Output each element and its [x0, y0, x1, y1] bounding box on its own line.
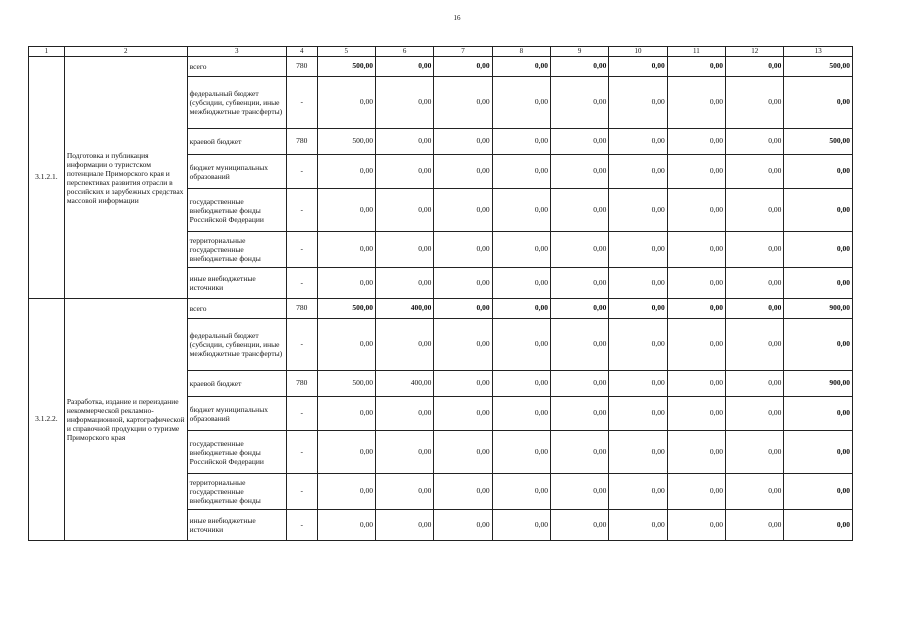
total-value: 0,00 — [784, 77, 853, 129]
year-value: 0,00 — [667, 189, 725, 232]
page-number: 16 — [453, 14, 461, 22]
year-value: 0,00 — [726, 474, 784, 510]
table-row — [29, 57, 853, 77]
budget-code: 780 — [286, 57, 317, 77]
column-number: 1 — [29, 47, 65, 57]
year-value: 0,00 — [609, 129, 667, 155]
year-value: 0,00 — [726, 371, 784, 397]
total-value: 900,00 — [784, 299, 853, 319]
year-value: 0,00 — [726, 319, 784, 371]
year-value: 0,00 — [726, 431, 784, 474]
year-value: 0,00 — [551, 232, 609, 268]
year-value: 0,00 — [609, 510, 667, 541]
year-value: 0,00 — [317, 268, 375, 299]
item-index: 3.1.2.1. — [29, 57, 65, 299]
total-value: 0,00 — [784, 431, 853, 474]
year-value: 0,00 — [434, 129, 492, 155]
year-value: 0,00 — [375, 510, 433, 541]
year-value: 0,00 — [317, 155, 375, 189]
total-value: 0,00 — [784, 155, 853, 189]
funding-source: всего — [187, 299, 286, 319]
year-value: 0,00 — [375, 268, 433, 299]
item-title: Разработка, издание и переиздание некоммерческой рекламно-информационной, картографической и справочной продукции о туризме Приморского края — [64, 299, 187, 541]
year-value: 0,00 — [551, 189, 609, 232]
year-value: 0,00 — [434, 155, 492, 189]
total-value: 0,00 — [784, 268, 853, 299]
year-value: 0,00 — [609, 299, 667, 319]
budget-code: - — [286, 189, 317, 232]
year-value: 0,00 — [551, 319, 609, 371]
budget-code: - — [286, 232, 317, 268]
budget-code: 780 — [286, 129, 317, 155]
year-value: 0,00 — [726, 510, 784, 541]
total-value: 0,00 — [784, 319, 853, 371]
year-value: 0,00 — [609, 155, 667, 189]
column-number: 11 — [667, 47, 725, 57]
year-value: 0,00 — [434, 397, 492, 431]
budget-code: - — [286, 77, 317, 129]
year-value: 0,00 — [609, 189, 667, 232]
year-value: 0,00 — [375, 57, 433, 77]
year-value: 0,00 — [667, 510, 725, 541]
budget-code: 780 — [286, 371, 317, 397]
year-value: 0,00 — [434, 299, 492, 319]
year-value: 0,00 — [609, 232, 667, 268]
budget-code: - — [286, 431, 317, 474]
total-value: 0,00 — [784, 510, 853, 541]
year-value: 0,00 — [551, 57, 609, 77]
year-value: 500,00 — [317, 57, 375, 77]
year-value: 0,00 — [667, 155, 725, 189]
funding-source: всего — [187, 57, 286, 77]
item-index: 3.1.2.2. — [29, 299, 65, 541]
year-value: 0,00 — [375, 189, 433, 232]
year-value: 0,00 — [375, 431, 433, 474]
funding-source: бюджет муниципальных образований — [187, 155, 286, 189]
funding-source: государственные внебюджетные фонды Российской Федерации — [187, 431, 286, 474]
column-number: 4 — [286, 47, 317, 57]
year-value: 0,00 — [667, 299, 725, 319]
year-value: 0,00 — [726, 232, 784, 268]
column-number: 6 — [375, 47, 433, 57]
funding-source: территориальные государственные внебюджетные фонды — [187, 232, 286, 268]
year-value: 0,00 — [317, 510, 375, 541]
funding-source: государственные внебюджетные фонды Российской Федерации — [187, 189, 286, 232]
column-number: 9 — [551, 47, 609, 57]
column-number: 13 — [784, 47, 853, 57]
year-value: 0,00 — [492, 232, 550, 268]
column-number: 7 — [434, 47, 492, 57]
year-value: 0,00 — [375, 319, 433, 371]
year-value: 0,00 — [317, 232, 375, 268]
year-value: 0,00 — [551, 129, 609, 155]
year-value: 0,00 — [551, 397, 609, 431]
column-number: 2 — [64, 47, 187, 57]
column-number-row — [29, 47, 853, 57]
year-value: 0,00 — [551, 268, 609, 299]
year-value: 0,00 — [492, 57, 550, 77]
year-value: 0,00 — [609, 397, 667, 431]
year-value: 0,00 — [492, 397, 550, 431]
year-value: 0,00 — [375, 397, 433, 431]
funding-source: федеральный бюджет (субсидии, субвенции, иные межбюджетные трансферты) — [187, 319, 286, 371]
funding-source: территориальные государственные внебюджетные фонды — [187, 474, 286, 510]
year-value: 500,00 — [317, 129, 375, 155]
budget-code: - — [286, 397, 317, 431]
year-value: 0,00 — [667, 232, 725, 268]
year-value: 0,00 — [609, 268, 667, 299]
year-value: 0,00 — [492, 510, 550, 541]
year-value: 0,00 — [609, 431, 667, 474]
total-value: 500,00 — [784, 129, 853, 155]
year-value: 0,00 — [434, 268, 492, 299]
year-value: 0,00 — [667, 77, 725, 129]
total-value: 0,00 — [784, 474, 853, 510]
year-value: 0,00 — [375, 129, 433, 155]
column-number: 12 — [726, 47, 784, 57]
year-value: 0,00 — [667, 268, 725, 299]
year-value: 0,00 — [434, 57, 492, 77]
year-value: 0,00 — [434, 232, 492, 268]
year-value: 0,00 — [375, 232, 433, 268]
column-number: 5 — [317, 47, 375, 57]
year-value: 0,00 — [492, 371, 550, 397]
year-value: 0,00 — [609, 319, 667, 371]
year-value: 0,00 — [726, 299, 784, 319]
year-value: 0,00 — [492, 474, 550, 510]
year-value: 0,00 — [609, 474, 667, 510]
year-value: 0,00 — [667, 397, 725, 431]
year-value: 0,00 — [726, 77, 784, 129]
year-value: 0,00 — [317, 77, 375, 129]
year-value: 0,00 — [726, 397, 784, 431]
year-value: 0,00 — [551, 299, 609, 319]
year-value: 0,00 — [609, 57, 667, 77]
funding-source: краевой бюджет — [187, 129, 286, 155]
year-value: 0,00 — [434, 431, 492, 474]
budget-code: - — [286, 474, 317, 510]
year-value: 0,00 — [726, 57, 784, 77]
year-value: 0,00 — [375, 474, 433, 510]
total-value: 0,00 — [784, 189, 853, 232]
year-value: 0,00 — [317, 397, 375, 431]
year-value: 0,00 — [434, 319, 492, 371]
year-value: 0,00 — [375, 155, 433, 189]
year-value: 0,00 — [667, 319, 725, 371]
year-value: 0,00 — [667, 474, 725, 510]
year-value: 0,00 — [492, 77, 550, 129]
year-value: 0,00 — [492, 129, 550, 155]
year-value: 500,00 — [317, 371, 375, 397]
item-title: Подготовка и публикация информации о туристском потенциале Приморского края и перспективах развития отрасли в российских и зарубежных средствах массовой информации — [64, 57, 187, 299]
total-value: 0,00 — [784, 397, 853, 431]
year-value: 0,00 — [551, 510, 609, 541]
year-value: 0,00 — [551, 431, 609, 474]
year-value: 0,00 — [551, 371, 609, 397]
year-value: 0,00 — [317, 319, 375, 371]
year-value: 0,00 — [492, 189, 550, 232]
year-value: 0,00 — [492, 319, 550, 371]
funding-source: иные внебюджетные источники — [187, 510, 286, 541]
year-value: 0,00 — [434, 77, 492, 129]
year-value: 0,00 — [551, 155, 609, 189]
budget-table — [28, 46, 853, 541]
year-value: 0,00 — [726, 268, 784, 299]
year-value: 0,00 — [726, 155, 784, 189]
year-value: 500,00 — [317, 299, 375, 319]
budget-code: - — [286, 510, 317, 541]
total-value: 500,00 — [784, 57, 853, 77]
year-value: 0,00 — [434, 474, 492, 510]
budget-code: - — [286, 319, 317, 371]
year-value: 0,00 — [726, 129, 784, 155]
year-value: 0,00 — [317, 474, 375, 510]
year-value: 0,00 — [434, 510, 492, 541]
year-value: 0,00 — [492, 299, 550, 319]
year-value: 0,00 — [667, 129, 725, 155]
year-value: 0,00 — [492, 431, 550, 474]
column-number: 10 — [609, 47, 667, 57]
year-value: 0,00 — [667, 371, 725, 397]
year-value: 0,00 — [492, 155, 550, 189]
year-value: 0,00 — [551, 77, 609, 129]
year-value: 0,00 — [667, 57, 725, 77]
funding-source: краевой бюджет — [187, 371, 286, 397]
year-value: 0,00 — [375, 77, 433, 129]
budget-code: 780 — [286, 299, 317, 319]
total-value: 0,00 — [784, 232, 853, 268]
year-value: 400,00 — [375, 371, 433, 397]
year-value: 0,00 — [726, 189, 784, 232]
year-value: 0,00 — [609, 77, 667, 129]
year-value: 0,00 — [434, 371, 492, 397]
total-value: 900,00 — [784, 371, 853, 397]
budget-code: - — [286, 268, 317, 299]
table-body — [29, 47, 853, 541]
funding-source: федеральный бюджет (субсидии, субвенции, иные межбюджетные трансферты) — [187, 77, 286, 129]
funding-source: иные внебюджетные источники — [187, 268, 286, 299]
year-value: 0,00 — [492, 268, 550, 299]
column-number: 3 — [187, 47, 286, 57]
year-value: 400,00 — [375, 299, 433, 319]
funding-source: бюджет муниципальных образований — [187, 397, 286, 431]
year-value: 0,00 — [434, 189, 492, 232]
column-number: 8 — [492, 47, 550, 57]
year-value: 0,00 — [317, 189, 375, 232]
table-row — [29, 299, 853, 319]
year-value: 0,00 — [551, 474, 609, 510]
year-value: 0,00 — [667, 431, 725, 474]
year-value: 0,00 — [317, 431, 375, 474]
budget-code: - — [286, 155, 317, 189]
year-value: 0,00 — [609, 371, 667, 397]
